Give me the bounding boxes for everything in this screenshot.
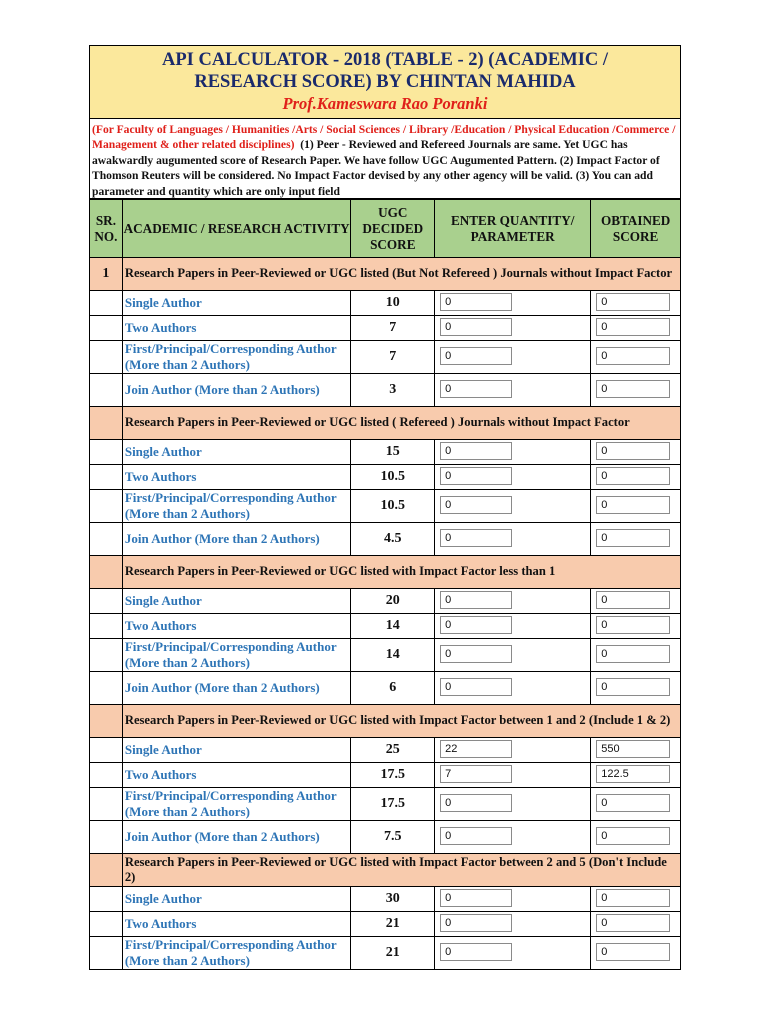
obtained-cell [591,672,680,705]
row-sr-cell [90,465,122,490]
table-row [90,316,680,341]
activity-label: First/Principal/Corresponding Author (More than 2 Authors) [122,937,351,970]
title-banner [90,45,680,119]
quantity-cell [435,341,591,374]
section-row [90,556,680,589]
obtained-cell [591,374,680,407]
quantity-input[interactable]: 0 [440,678,512,696]
activity-label: Two Authors [122,912,351,937]
header-activity: ACADEMIC / RESEARCH ACTIVITY [122,200,351,258]
activity-label: First/Principal/Corresponding Author (More than 2 Authors) [122,639,351,672]
table-row [90,374,680,407]
section-row [90,705,680,738]
obtained-cell [591,887,680,912]
obtained-score-field[interactable]: 0 [596,914,670,932]
quantity-cell [435,465,591,490]
ugc-score: 15 [351,440,435,465]
obtained-cell [591,465,680,490]
ugc-score: 30 [351,887,435,912]
table-header-row [90,200,680,258]
quantity-cell [435,639,591,672]
section-title: Research Papers in Peer-Reviewed or UGC listed ( Refereed ) Journals without Impact Factor [122,407,680,440]
header-ugc-score: UGC DECIDED SCORE [351,200,435,258]
ugc-score: 14 [351,639,435,672]
quantity-cell [435,738,591,763]
obtained-score-field[interactable]: 550 [596,740,670,758]
quantity-cell [435,291,591,316]
obtained-cell [591,639,680,672]
activity-label: First/Principal/Corresponding Author (More than 2 Authors) [122,490,351,523]
title-line-1: API CALCULATOR - 2018 (TABLE - 2) (ACADEMIC / [161,50,609,70]
table-row [90,821,680,854]
ugc-score: 3 [351,374,435,407]
obtained-score-field[interactable]: 0 [596,794,670,812]
row-sr-cell [90,291,122,316]
obtained-score-field[interactable]: 0 [596,496,670,514]
table-row [90,614,680,639]
quantity-cell [435,523,591,556]
ugc-score: 7 [351,341,435,374]
obtained-cell [591,490,680,523]
activity-label: Single Author [122,589,351,614]
table-row [90,440,680,465]
quantity-cell [435,614,591,639]
quantity-input[interactable]: 0 [440,380,512,398]
row-sr-cell [90,788,122,821]
row-sr-cell [90,374,122,407]
activity-label: Join Author (More than 2 Authors) [122,672,351,705]
ugc-score: 4.5 [351,523,435,556]
quantity-cell [435,440,591,465]
table-row [90,763,680,788]
obtained-cell [591,440,680,465]
table-row [90,639,680,672]
section-sr-no: 1 [90,258,122,291]
section-row [90,854,680,887]
ugc-score: 10 [351,291,435,316]
activity-label: Single Author [122,440,351,465]
row-sr-cell [90,589,122,614]
obtained-score-field[interactable]: 0 [596,467,670,485]
quantity-cell [435,374,591,407]
ugc-score: 21 [351,937,435,970]
obtained-cell [591,937,680,970]
table-row [90,788,680,821]
table-row [90,937,680,970]
quantity-input[interactable]: 0 [440,496,512,514]
section-row [90,407,680,440]
ugc-score: 17.5 [351,788,435,821]
ugc-score: 25 [351,738,435,763]
obtained-score-field[interactable]: 0 [596,827,670,845]
activity-label: First/Principal/Corresponding Author (More than 2 Authors) [122,341,351,374]
row-sr-cell [90,341,122,374]
row-sr-cell [90,523,122,556]
ugc-score: 21 [351,912,435,937]
quantity-input[interactable]: 0 [440,827,512,845]
api-calculator-sheet [89,45,681,970]
section-title: Research Papers in Peer-Reviewed or UGC listed with Impact Factor between 1 and 2 (Include 1 & 2) [122,705,680,738]
row-sr-cell [90,440,122,465]
section-sr-no [90,705,122,738]
table-row [90,291,680,316]
ugc-score: 14 [351,614,435,639]
table-row [90,341,680,374]
obtained-cell [591,589,680,614]
obtained-score-field[interactable]: 0 [596,616,670,634]
obtained-score-field[interactable]: 0 [596,529,670,547]
quantity-input[interactable]: 0 [440,616,512,634]
obtained-cell [591,291,680,316]
obtained-score-field[interactable]: 0 [596,591,670,609]
ugc-score: 20 [351,589,435,614]
quantity-input[interactable]: 0 [440,442,512,460]
activity-label: Join Author (More than 2 Authors) [122,374,351,407]
obtained-score-field[interactable]: 0 [596,347,670,365]
header-obtained-score: OBTAINED SCORE [591,200,680,258]
quantity-input[interactable]: 0 [440,914,512,932]
section-row [90,258,680,291]
quantity-input[interactable]: 0 [440,889,512,907]
section-sr-no [90,556,122,589]
obtained-cell [591,821,680,854]
row-sr-cell [90,639,122,672]
activity-label: Join Author (More than 2 Authors) [122,821,351,854]
row-sr-cell [90,912,122,937]
quantity-input[interactable]: 7 [440,765,512,783]
table-row [90,738,680,763]
obtained-cell [591,523,680,556]
quantity-cell [435,763,591,788]
obtained-cell [591,316,680,341]
section-title: Research Papers in Peer-Reviewed or UGC listed with Impact Factor between 2 and 5 (Don't Include 2) [122,854,680,887]
quantity-input[interactable]: 22 [440,740,512,758]
quantity-cell [435,490,591,523]
ugc-score: 7.5 [351,821,435,854]
section-title: Research Papers in Peer-Reviewed or UGC listed (But Not Refereed ) Journals without Impact Factor [122,258,680,291]
quantity-input[interactable]: 0 [440,591,512,609]
quantity-input[interactable]: 0 [440,347,512,365]
ugc-score: 10.5 [351,465,435,490]
activity-label: Single Author [122,291,351,316]
row-sr-cell [90,887,122,912]
quantity-cell [435,316,591,341]
ugc-score: 7 [351,316,435,341]
quantity-cell [435,887,591,912]
row-sr-cell [90,316,122,341]
activity-label: Join Author (More than 2 Authors) [122,523,351,556]
quantity-input[interactable]: 0 [440,318,512,336]
table-row [90,490,680,523]
row-sr-cell [90,937,122,970]
quantity-input[interactable]: 0 [440,529,512,547]
ugc-score: 6 [351,672,435,705]
table-row [90,672,680,705]
obtained-score-field[interactable]: 0 [596,889,670,907]
table-row [90,523,680,556]
quantity-cell [435,821,591,854]
rules-note: (1) Peer - Reviewed and Refereed Journals are same. Yet UGC has awakwardly augumented score of Research Paper. We have follow UGC Augumented Pattern. (2) Impact Factor of Thomson Reuters will be considered. No Impact Factor devised by any other agency will be valid. (3) You can add parameter and quantity which are only input field [92,138,660,198]
obtained-score-field[interactable]: 0 [596,318,670,336]
quantity-cell [435,937,591,970]
quantity-cell [435,672,591,705]
activity-label: Two Authors [122,316,351,341]
table-row [90,465,680,490]
quantity-cell [435,912,591,937]
section-sr-no [90,854,122,887]
title-line-2: RESEARCH SCORE) BY CHINTAN MAHIDA [194,72,576,92]
disciplines-note: (For Faculty of Languages / Humanities /Arts / Social Sciences / Library /Education / Physical Education /Commerce / Management & other related disciplines) [92,123,676,152]
section-sr-no [90,407,122,440]
row-sr-cell [90,672,122,705]
section-title: Research Papers in Peer-Reviewed or UGC listed with Impact Factor less than 1 [122,556,680,589]
obtained-score-field[interactable]: 0 [596,943,670,961]
row-sr-cell [90,490,122,523]
quantity-input[interactable]: 0 [440,293,512,311]
row-sr-cell [90,763,122,788]
instructions-note [90,119,680,199]
quantity-cell [435,788,591,821]
obtained-cell [591,341,680,374]
obtained-score-field[interactable]: 0 [596,645,670,663]
activity-label: Two Authors [122,614,351,639]
activity-label: Two Authors [122,763,351,788]
obtained-score-field[interactable]: 0 [596,293,670,311]
activity-label: Two Authors [122,465,351,490]
table-row [90,589,680,614]
ugc-score: 17.5 [351,763,435,788]
quantity-cell [435,589,591,614]
quantity-input[interactable]: 0 [440,794,512,812]
obtained-score-field[interactable]: 0 [596,380,670,398]
activity-label: Single Author [122,738,351,763]
row-sr-cell [90,614,122,639]
quantity-input[interactable]: 0 [440,645,512,663]
activity-label: Single Author [122,887,351,912]
quantity-input[interactable]: 0 [440,943,512,961]
obtained-score-field[interactable]: 122.5 [596,765,670,783]
obtained-cell [591,763,680,788]
obtained-cell [591,614,680,639]
obtained-score-field[interactable]: 0 [596,442,670,460]
header-enter-quantity: ENTER QUANTITY/ PARAMETER [435,200,591,258]
header-sr-no: SR. NO. [90,200,122,258]
obtained-cell [591,912,680,937]
author-name: Prof.Kameswara Rao Poranki [282,94,488,113]
row-sr-cell [90,738,122,763]
row-sr-cell [90,821,122,854]
activity-label: First/Principal/Corresponding Author (More than 2 Authors) [122,788,351,821]
table-row [90,887,680,912]
score-table [90,199,680,970]
quantity-input[interactable]: 0 [440,467,512,485]
obtained-cell [591,738,680,763]
table-row [90,912,680,937]
ugc-score: 10.5 [351,490,435,523]
obtained-score-field[interactable]: 0 [596,678,670,696]
obtained-cell [591,788,680,821]
